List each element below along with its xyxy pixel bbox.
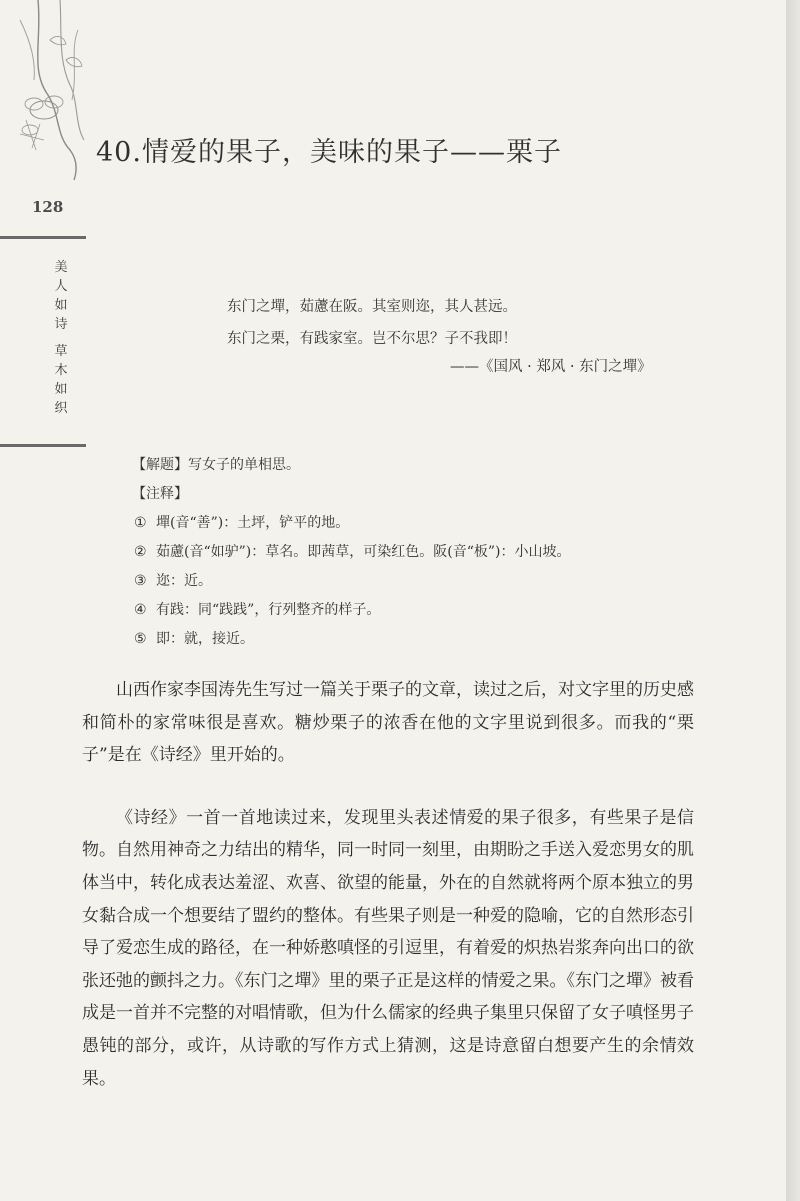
side-caption-char: 织 — [54, 401, 68, 416]
note-number: ② — [134, 544, 147, 560]
note-item — [132, 567, 692, 596]
note-text: 即：就，接近。 — [156, 631, 254, 647]
poem-line: 东门之栗，有践家室。岂不尔思？子不我即！ — [227, 331, 517, 347]
side-caption-char: 如 — [54, 298, 68, 313]
floral-vine-decoration — [0, 0, 110, 190]
note-text: 有践：同“践践”，行列整齐的样子。 — [156, 602, 381, 618]
annotations — [132, 451, 692, 654]
poem-source: ——《国风 · 郑风 · 东门之墠》 — [450, 359, 652, 375]
side-caption-char: 美 — [54, 260, 68, 275]
side-caption-char: 如 — [54, 382, 68, 397]
note-item — [132, 596, 692, 625]
body-text — [82, 674, 694, 1095]
poem-epigraph — [227, 291, 687, 355]
note-item — [132, 538, 692, 567]
margin-rule-top — [0, 236, 86, 239]
side-caption-char: 人 — [54, 279, 68, 294]
poem-line: 东门之墠，茹藘在阪。其室则迩，其人甚远。 — [227, 299, 517, 315]
note-text: 墠(音“善”)：土坪，铲平的地。 — [156, 515, 350, 531]
side-caption-char: 草 — [54, 344, 68, 359]
jieti-label: 【解题】 — [132, 457, 188, 473]
jieti-text: 写女子的单相思。 — [188, 457, 300, 473]
margin-rule-bottom — [0, 444, 86, 447]
note-number: ⑤ — [134, 631, 147, 647]
note-number: ① — [134, 515, 147, 531]
side-caption-gap — [53, 334, 69, 342]
paragraph: 《诗经》一首一首地读过来，发现里头表述情爱的果子很多，有些果子是信物。自然用神奇之力结出的精华，同一时同一刻里，由期盼之手送入爱恋男女的肌体当中，转化成表达羞涩、欢喜、欲望的能量，外在的自然就将两个原本独立的男女黏合成一个想要结了盟约的整体。有些果子则是一种爱的隐喻，它的自然形态引导了爱恋生成的路径，在一种娇憨嗔怪的引逗里，有着爱的炽热岩浆奔向出口的欲张还弛的颤抖之力。《东门之墠》里的栗子正是这样的情爱之果。《东门之墠》被看成是一首并不完整的对唱情歌，但为什么儒家的经典子集里只保留了女子嗔怪男子愚钝的部分，或许，从诗歌的写作方式上猜测，这是诗意留白想要产生的余情效果。 — [82, 807, 694, 1089]
side-caption — [53, 258, 69, 418]
side-caption-char: 木 — [54, 363, 68, 378]
zhushi-label: 【注释】 — [132, 486, 188, 502]
note-number: ③ — [134, 573, 147, 589]
note-text: 茹藘(音“如驴”)：草名。即茜草，可染红色。阪(音“板”)：小山坡。 — [156, 544, 571, 560]
page-number: 128 — [32, 198, 64, 216]
note-item — [132, 625, 692, 654]
note-item — [132, 509, 692, 538]
note-number: ④ — [134, 602, 147, 618]
paragraph: 山西作家李国涛先生写过一篇关于栗子的文章，读过之后，对文字里的历史感和简朴的家常味很是喜欢。糖炒栗子的浓香在他的文字里说到很多。而我的“栗子”是在《诗经》里开始的。 — [82, 680, 694, 766]
side-caption-char: 诗 — [54, 317, 68, 332]
page-edge-shadow — [786, 0, 800, 1201]
chapter-title: 40.情爱的果子，美味的果子——栗子 — [96, 137, 562, 168]
jieti-row — [132, 451, 692, 480]
note-text: 迩：近。 — [156, 573, 212, 589]
